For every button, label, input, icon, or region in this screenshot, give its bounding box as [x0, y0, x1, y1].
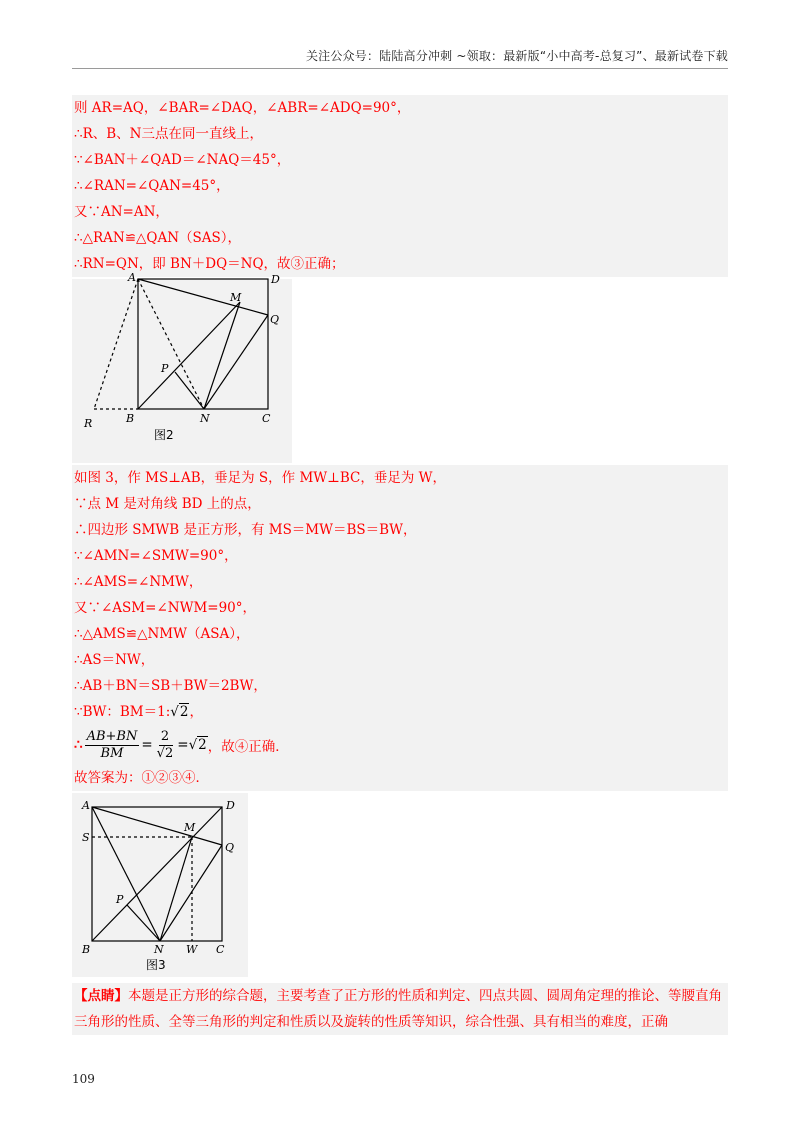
label-q: Q — [270, 313, 280, 326]
equals-sign: = — [141, 737, 153, 753]
label-b: B — [82, 943, 91, 956]
figure-2 — [72, 271, 292, 463]
ratio-prefix: ∵BW：BM＝1: — [74, 704, 171, 720]
solution-line: ∴△AMS≌△NMW（ASA）， — [72, 621, 728, 647]
segment-nq — [160, 845, 222, 941]
label-a: A — [128, 271, 136, 284]
segment-bm — [138, 302, 240, 409]
ratio-suffix: ， — [189, 704, 203, 720]
figure-2-diagram — [72, 271, 292, 463]
label-m: M — [184, 821, 196, 834]
segment-mn — [160, 837, 192, 941]
fraction2-radicand: 2 — [164, 745, 174, 761]
solution-line: 又∵AN=AN， — [72, 199, 728, 225]
fraction2-denominator: √2 — [156, 745, 174, 761]
label-a: A — [82, 799, 90, 812]
solution-line: 如图 3，作 MS⊥AB，垂足为 S，作 MW⊥BC，垂足为 W， — [72, 465, 728, 491]
solution-line: ∵∠BAN＋∠QAD＝∠NAQ＝45°， — [72, 147, 728, 173]
solution-line: ∴AB＋BN＝SB＋BW＝2BW， — [72, 673, 728, 699]
result-sqrt: √2 — [188, 737, 207, 753]
fraction-two-over-root-two — [155, 729, 176, 762]
header-rule — [72, 68, 728, 69]
conclusion-prefix: ∴ — [74, 737, 83, 753]
conclusion-line — [72, 725, 728, 765]
label-b: B — [126, 412, 135, 425]
figure-3 — [72, 793, 248, 977]
figure-3-caption: 图3 — [146, 958, 166, 972]
segment-an — [92, 807, 160, 941]
label-q: Q — [225, 841, 235, 854]
fraction-ab-bn-over-bm — [85, 729, 140, 762]
result-radicand: 2 — [198, 737, 207, 753]
diagonal-bd — [92, 807, 222, 941]
equals-sign-2: = — [177, 737, 189, 753]
segment-pn — [175, 372, 204, 409]
comment-text: 本题是正方形的综合题，主要考查了正方形的性质和判定、四点共圆、圆周角定理的推论、等腰直角三角形的性质、全等三角形的判定和性质以及旋转的性质等知识，综合性强、具有相当的难度，正确 — [74, 988, 722, 1030]
segment-aq — [92, 807, 222, 845]
solution-line: 又∵∠ASM=∠NWM=90°， — [72, 595, 728, 621]
page-header: 关注公众号：陆陆高分冲刺 ~领取：最新版“小中高考-总复习”、最新试卷下载 — [305, 49, 728, 63]
label-d: D — [226, 799, 235, 812]
segment-pn — [127, 905, 160, 941]
label-r: R — [84, 417, 93, 430]
segment-an-dashed — [138, 279, 204, 409]
label-c: C — [262, 412, 271, 425]
fraction-numerator: AB+BN — [86, 728, 138, 744]
solution-line: ∵∠AMN=∠SMW=90°， — [72, 543, 728, 569]
solution-line: ∴RN=QN，即 BN＋DQ＝NQ，故③正确； — [72, 251, 728, 277]
conclusion-suffix: ，故④正确． — [207, 739, 289, 755]
comment-tag: 【点睛】 — [74, 988, 128, 1004]
sqrt-two: √2 — [170, 704, 189, 720]
comment-block — [72, 983, 728, 1035]
solution-content — [72, 95, 728, 1035]
solution-line: ∴R、B、N三点在同一直线上， — [72, 121, 728, 147]
solution-line: ∴四边形 SMWB 是正方形，有 MS＝MW＝BS＝BW， — [72, 517, 728, 543]
solution-line: 则 AR=AQ，∠BAR=∠DAQ，∠ABR=∠ADQ=90°， — [72, 95, 728, 121]
page-number: 109 — [72, 1072, 95, 1086]
figure-2-caption: 图2 — [154, 428, 174, 442]
solution-line: ∴∠RAN=∠QAN=45°， — [72, 173, 728, 199]
ratio-line — [72, 699, 728, 725]
solution-line: ∴△RAN≌△QAN（SAS）， — [72, 225, 728, 251]
label-c: C — [216, 943, 225, 956]
answer-line: 故答案为：①②③④． — [72, 765, 728, 791]
solution-line: ∵点 M 是对角线 BD 上的点， — [72, 491, 728, 517]
label-p: P — [161, 362, 169, 375]
segment-aq — [138, 279, 268, 315]
solution-line: ∴∠AMS=∠NMW， — [72, 569, 728, 595]
segment-ar-dashed — [94, 279, 138, 409]
label-w: W — [186, 943, 198, 956]
label-n: N — [154, 943, 164, 956]
segment-mn — [204, 302, 240, 409]
label-p: P — [116, 893, 124, 906]
fraction-denominator: BM — [100, 745, 124, 761]
fraction2-numerator: 2 — [160, 728, 170, 744]
ratio-radicand: 2 — [179, 704, 189, 720]
figure-3-diagram — [72, 793, 248, 977]
label-s: S — [82, 831, 90, 844]
label-n: N — [200, 412, 210, 425]
label-m: M — [230, 291, 242, 304]
solution-line: ∴AS＝NW， — [72, 647, 728, 673]
label-d: D — [271, 273, 280, 286]
